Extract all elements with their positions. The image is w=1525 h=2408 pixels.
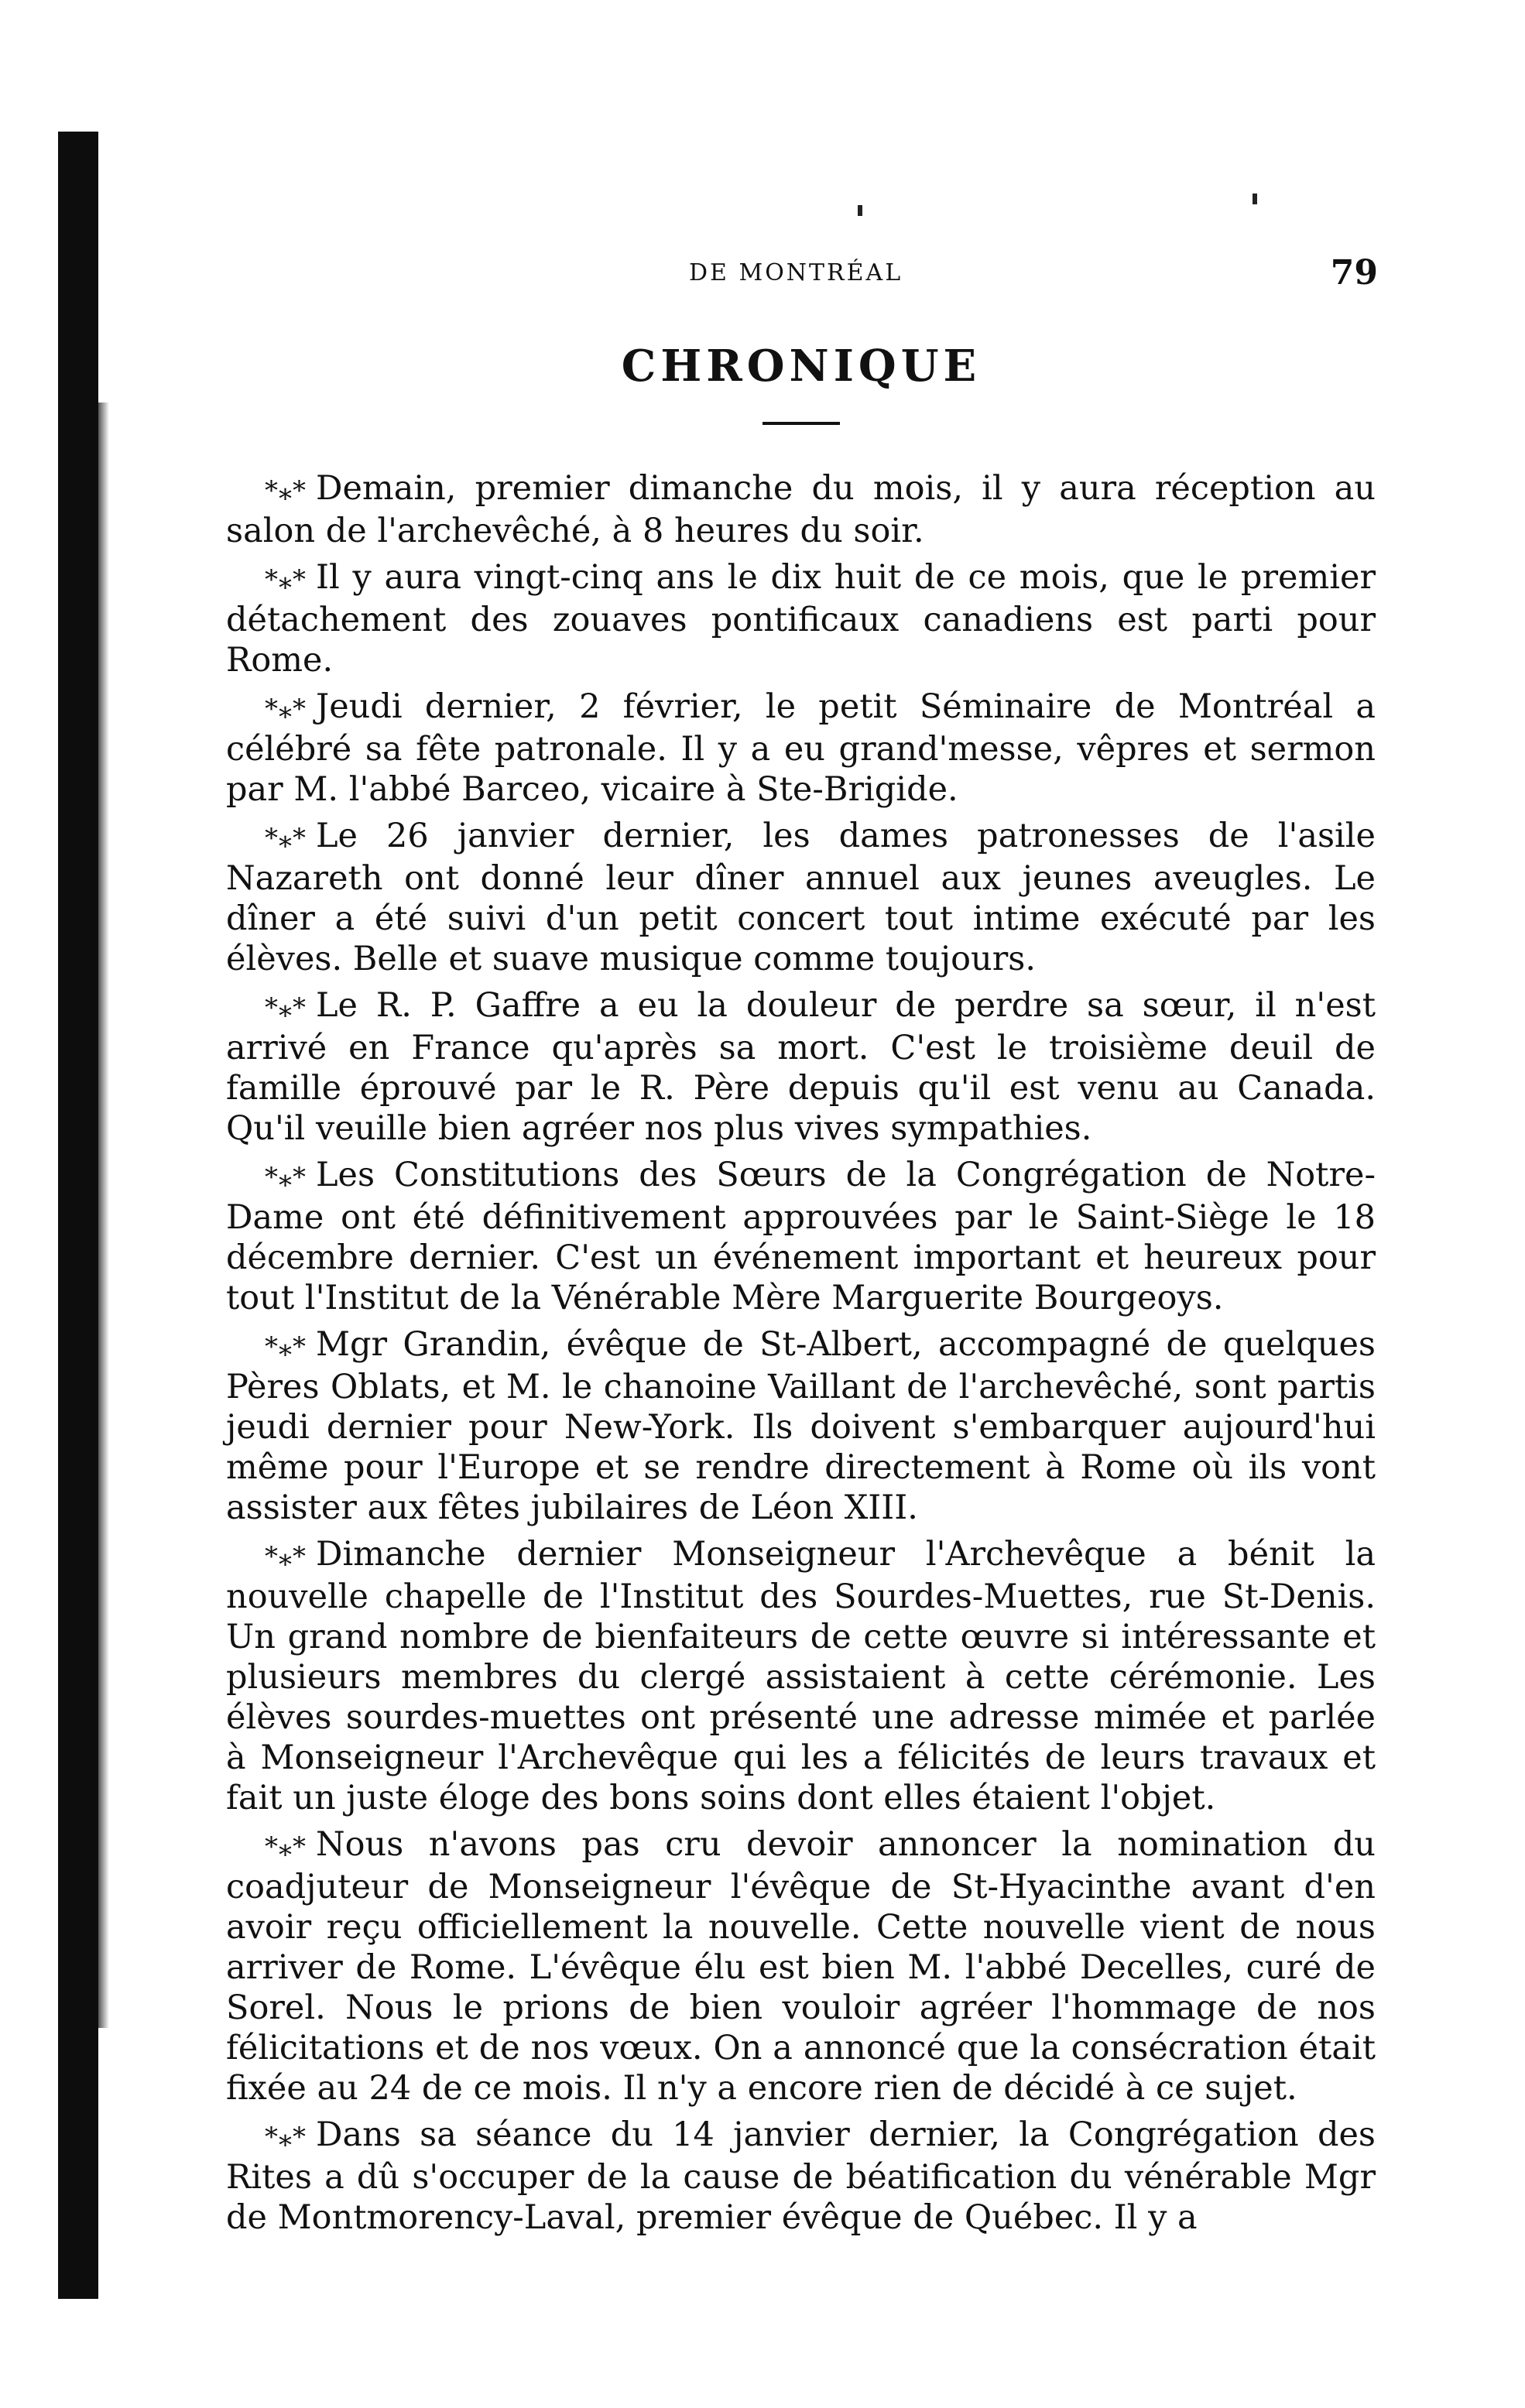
- chronicle-item-text: Dans sa séance du 14 janvier dernier, la Congrégation des Rites a dû s'occuper de la cause de béatification du vénérable Mgr de Montmorency-Laval, premier évêque de Québec. Il y a: [226, 2115, 1376, 2237]
- chronicle-item-text: Nous n'avons pas cru devoir annoncer la nomination du coadjuteur de Monseigneur l'évêque de St-Hyacinthe avant d'en avoir reçu officiellement la nouvelle. Cette nouvelle vient de nous arriver de Rome. L'évêque élu est bien M. l'abbé Decelles, curé de Sorel. Nous le prions de bien vouloir agréer l'hommage de nos félicitations et de nos vœux. On a annoncé que la consécration était fixée au 24 de ce mois. Il n'y a encore rien de décidé à ce sujet.: [226, 1825, 1376, 2108]
- chronicle-body: [226, 468, 1376, 2244]
- chronicle-item-text: Les Constitutions des Sœurs de la Congrégation de Notre-Dame ont été définitivement approuvées par le Saint-Siège le 18 décembre dernier. C'est un événement important et heureux pour tout l'Institut de la Vénérable Mère Marguerite Bourgeoys.: [226, 1156, 1376, 1317]
- asterism-marker: *⁎*: [265, 1541, 307, 1572]
- chronicle-item: [226, 1155, 1376, 1318]
- chronicle-item: [226, 2115, 1376, 2238]
- asterism-marker: *⁎*: [265, 1162, 307, 1193]
- asterism-marker: *⁎*: [265, 475, 307, 506]
- page-header: [224, 253, 1378, 298]
- title-rule: [762, 422, 840, 425]
- asterism-marker: *⁎*: [265, 1331, 307, 1362]
- asterism-marker: *⁎*: [265, 1831, 307, 1862]
- print-speck: [858, 205, 862, 216]
- chronicle-item-text: Il y aura vingt-cinq ans le dix huit de ce mois, que le premier détachement des zouaves pontificaux canadiens est parti pour Rome.: [226, 558, 1376, 680]
- asterism-marker: *⁎*: [265, 2122, 307, 2153]
- page-number: 79: [1330, 253, 1378, 293]
- asterism-marker: *⁎*: [265, 992, 307, 1023]
- chronicle-item: [226, 468, 1376, 551]
- chronicle-item: [226, 985, 1376, 1149]
- chronicle-item-text: Demain, premier dimanche du mois, il y aura réception au salon de l'archevêché, à 8 heures du soir.: [226, 469, 1376, 550]
- print-speck: [1253, 194, 1257, 204]
- chronicle-item-text: Dimanche dernier Monseigneur l'Archevêque a bénit la nouvelle chapelle de l'Institut des Sourdes-Muettes, rue St-Denis. Un grand nombre de bienfaiteurs de cette œuvre si intéressante et plusieurs membres du clergé assistaient à cette cérémonie. Les élèves sourdes-muettes ont présenté une adresse mimée et parlée à Monseigneur l'Archevêque qui les a félicités de leurs travaux et fait un juste éloge des bons soins dont elles étaient l'objet.: [226, 1535, 1376, 1817]
- page-binding-shadow: [98, 402, 109, 2028]
- chronicle-item-text: Mgr Grandin, évêque de St-Albert, accompagné de quelques Pères Oblats, et M. le chanoine Vaillant de l'archevêché, sont partis jeudi dernier pour New-York. Ils doivent s'embarquer aujourd'hui même pour l'Europe et se rendre directement à Rome où ils vont assister aux fêtes jubilaires de Léon XIII.: [226, 1325, 1376, 1527]
- chronicle-item-text: Le R. P. Gaffre a eu la douleur de perdre sa sœur, il n'est arrivé en France qu'après sa mort. C'est le troisième deuil de famille éprouvé par le R. Père depuis qu'il est venu au Canada. Qu'il veuille bien agréer nos plus vives sympathies.: [226, 986, 1376, 1148]
- asterism-marker: *⁎*: [265, 694, 307, 724]
- running-head: DE MONTRÉAL: [689, 259, 903, 286]
- chronicle-item-text: Le 26 janvier dernier, les dames patronesses de l'asile Nazareth ont donné leur dîner annuel aux jeunes aveugles. Le dîner a été suivi d'un petit concert tout intime exécuté par les élèves. Belle et suave musique comme toujours.: [226, 817, 1376, 978]
- chronicle-item: [226, 816, 1376, 979]
- chronicle-item: [226, 687, 1376, 810]
- chronicle-item: [226, 1824, 1376, 2108]
- chronicle-item: [226, 1324, 1376, 1528]
- chronicle-item: [226, 557, 1376, 680]
- chronicle-item: [226, 1534, 1376, 1818]
- asterism-marker: *⁎*: [265, 823, 307, 854]
- page-binding-edge: [58, 132, 98, 2299]
- chronicle-item-text: Jeudi dernier, 2 février, le petit Séminaire de Montréal a célébré sa fête patronale. Il y a eu grand'messe, vêpres et sermon par M. l'abbé Barceo, vicaire à Ste-Brigide.: [226, 687, 1376, 809]
- asterism-marker: *⁎*: [265, 564, 307, 595]
- section-title: CHRONIQUE: [621, 341, 982, 392]
